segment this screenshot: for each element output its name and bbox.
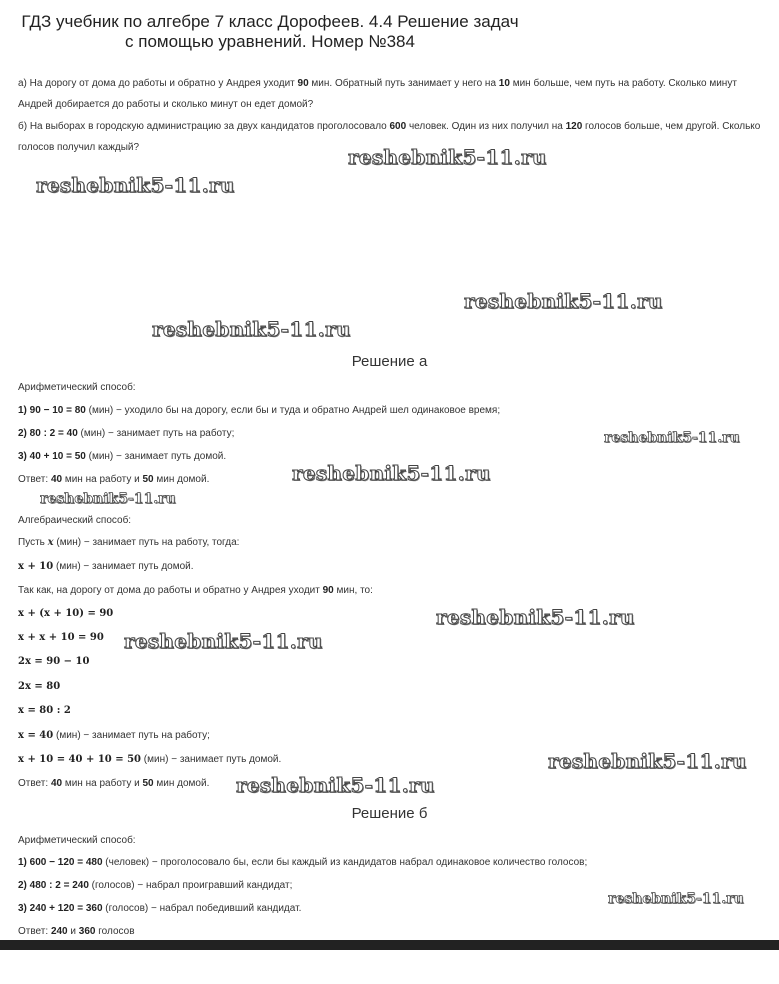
- step-a1: 1) 90 − 10 = 80 (мин) − уходило бы на дорогу, если бы и туда и обратно Андрей шел одинаковое время;: [18, 405, 501, 416]
- arith-label-b: Арифметический способ:: [18, 835, 136, 846]
- watermark: reshebnik5-11.ru: [40, 491, 176, 507]
- problem-b: б) На выборах в городскую администрацию за двух кандидатов проголосовало 600 человек. Один из них получил на 120 голосов больше, чем другой. Сколько голосов получил каждый?: [18, 121, 761, 153]
- result-1: x = 40 (мин) − занимает путь на работу;: [18, 730, 210, 741]
- watermark: reshebnik5-11.ru: [604, 430, 740, 446]
- page-title-line2: с помощью уравнений. Номер №384: [125, 32, 415, 51]
- watermark: reshebnik5-11.ru: [348, 145, 547, 169]
- watermark: reshebnik5-11.ru: [36, 173, 235, 197]
- equation-4: 2x = 80: [18, 681, 61, 692]
- bottom-bar: [0, 940, 779, 950]
- problem-a: а) На дорогу от дома до работы и обратно у Андрея уходит 90 мин. Обратный путь занимает у него на 10 мин больше, чем путь на работу. Сколько минут Андрей добирается до работы и сколько минут он едет домой?: [18, 78, 737, 110]
- alg-label-a: Алгебраический способ:: [18, 515, 132, 526]
- page-title-line1: ГДЗ учебник по алгебре 7 класс Дорофеев. 4.4 Решение задач: [21, 12, 519, 31]
- step-a3: 3) 40 + 10 = 50 (мин) − занимает путь домой.: [18, 451, 227, 462]
- step-b2: 2) 480 : 2 = 240 (голосов) − набрал проигравший кандидат;: [18, 880, 293, 891]
- result-2: x + 10 = 40 + 10 = 50 (мин) − занимает путь домой.: [18, 754, 282, 765]
- since-line: Так как, на дорогу от дома до работы и обратно у Андрея уходит 90 мин, то:: [18, 585, 373, 596]
- watermark: reshebnik5-11.ru: [292, 461, 491, 485]
- let-x: Пусть x (мин) − занимает путь на работу, тогда:: [18, 537, 240, 548]
- watermark: reshebnik5-11.ru: [436, 605, 635, 629]
- watermark: reshebnik5-11.ru: [548, 749, 747, 773]
- step-a2: 2) 80 : 2 = 40 (мин) − занимает путь на работу;: [18, 428, 235, 439]
- home-time: x + 10 (мин) − занимает путь домой.: [18, 561, 194, 572]
- step-b3: 3) 240 + 120 = 360 (голосов) − набрал победивший кандидат.: [18, 903, 302, 914]
- equation-2: x + x + 10 = 90: [18, 632, 104, 643]
- watermark: reshebnik5-11.ru: [152, 317, 351, 341]
- answer-b: Ответ: 240 и 360 голосов: [18, 926, 135, 937]
- watermark: reshebnik5-11.ru: [124, 629, 323, 653]
- solution-b-heading: Решение б: [351, 805, 428, 822]
- answer-a-alg: Ответ: 40 мин на работу и 50 мин домой.: [18, 778, 210, 789]
- equation-1: x + (x + 10) = 90: [18, 608, 114, 619]
- watermark: reshebnik5-11.ru: [608, 891, 744, 907]
- answer-a-arith: Ответ: 40 мин на работу и 50 мин домой.: [18, 474, 210, 485]
- equation-5: x = 80 : 2: [18, 705, 71, 716]
- watermark: reshebnik5-11.ru: [464, 289, 663, 313]
- equation-3: 2x = 90 − 10: [18, 656, 90, 667]
- arith-label-a: Арифметический способ:: [18, 382, 136, 393]
- page-title: [0, 12, 540, 52]
- step-b1: 1) 600 − 120 = 480 (человек) − проголосовало бы, если бы каждый из кандидатов набрал одинаковое количество голосов;: [18, 857, 588, 868]
- solution-a-heading: Решение а: [351, 353, 428, 370]
- watermark: reshebnik5-11.ru: [236, 773, 435, 797]
